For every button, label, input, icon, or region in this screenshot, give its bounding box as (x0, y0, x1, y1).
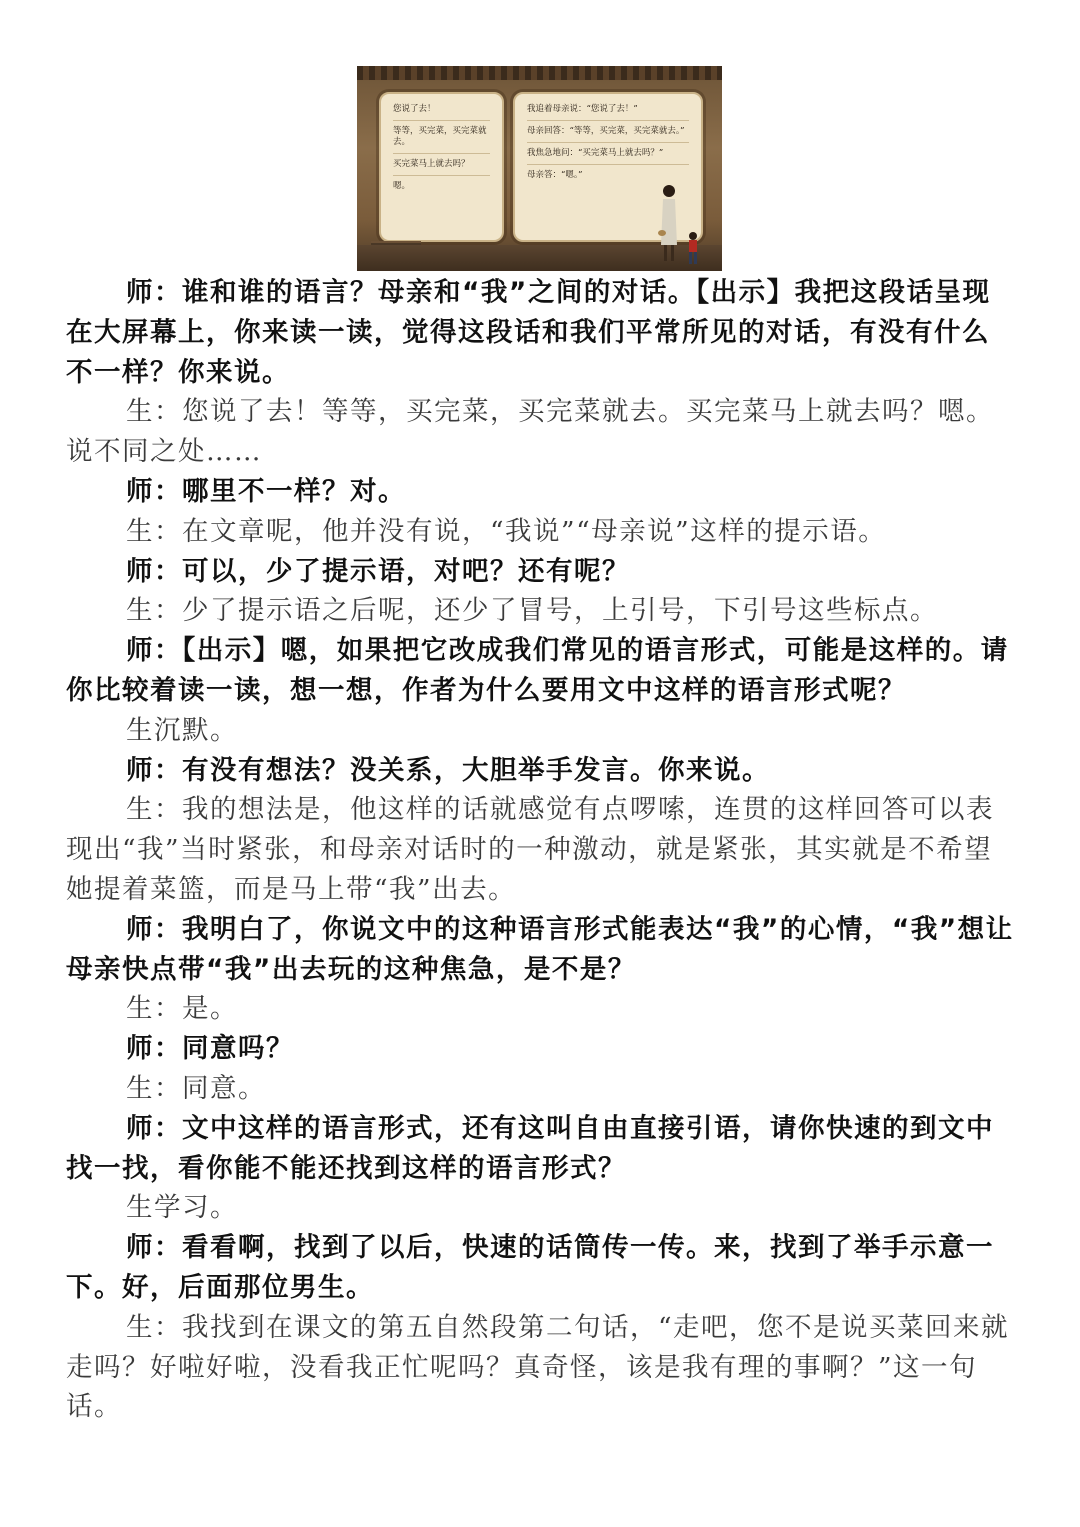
slide-left-line: 嗯。 (393, 181, 411, 192)
slide-roof-eaves (357, 66, 722, 80)
child-figure-illustration (686, 231, 700, 265)
student-line: 生：是。 (126, 993, 238, 1025)
teacher-line: 师：谁和谁的语言？母亲和“我”之间的对话。【出示】我把这段话呈现在大屏幕上，你来读一读，觉得这段话和我们平常所见的对话，有没有什么不一样？你来说。 (66, 277, 991, 388)
teacher-line: 师：我明白了，你说文中的这种语言形式能表达“我”的心情，“我”想让母亲快点带“我”出去玩的这种焦急，是不是？ (66, 913, 1014, 985)
student-line: 生：您说了去！等等，买完菜，买完菜就去。买完菜马上就去吗？嗯。说不同之处…… (66, 396, 994, 468)
slide-right-line: 母亲回答：“等等，买完菜，买完菜就去。” (527, 126, 689, 143)
student-line: 生：我的想法是，他这样的话就感觉有点啰嗦，连贯的这样回答可以表现出“我”当时紧张，和母亲对话时的一种激动，就是紧张，其实就是不希望她提着菜篮，而是马上带“我”出去。 (66, 794, 994, 905)
slide-right-line: 我焦急地问：“买完菜马上就去吗？” (527, 148, 689, 165)
teacher-line: 师：哪里不一样？对。 (126, 475, 406, 507)
teacher-line: 师：文中这样的语言形式，还有这叫自由直接引语，请你快速的到文中找一找，看你能不能还找到这样的语言形式？ (66, 1112, 994, 1184)
slide-left-line: 等等，买完菜，买完菜就去。 (393, 126, 490, 154)
student-line: 生学习。 (126, 1192, 238, 1224)
student-line: 生：我找到在课文的第五自然段第二句话，“走吧，您不是说买菜回来就走吗？好啦好啦，没看我正忙呢吗？真奇怪，该是我有理的事啊？”这一句话。 (66, 1311, 1010, 1423)
student-line: 生沉默。 (126, 714, 238, 746)
teacher-line: 师：有没有想法？没关系，大胆举手发言。你来说。 (126, 754, 770, 786)
slide-left-line: 您说了去！ (393, 104, 490, 121)
teacher-line: 师：同意吗？ (126, 1033, 294, 1065)
classroom-transcript (66, 273, 1016, 1427)
teacher-line: 师：可以，少了提示语，对吧？还有呢？ (126, 555, 630, 587)
student-line: 生：同意。 (126, 1072, 266, 1104)
student-line: 生：在文章呢，他并没有说，“我说”“母亲说”这样的提示语。 (126, 515, 887, 547)
slide-left-line: 买完菜马上就去吗？ (393, 159, 490, 176)
slide-right-line: 我追着母亲说：“您说了去！” (527, 104, 689, 121)
slide-right-line: 母亲答：“嗯。” (527, 170, 583, 181)
lesson-slide-image (357, 66, 722, 271)
teacher-line: 师：【出示】嗯，如果把它改成我们常见的语言形式，可能是这样的。请你比较着读一读，想一想，作者为什么要用文中这样的语言形式呢？ (66, 635, 1009, 706)
mother-figure-illustration (658, 183, 680, 263)
student-line: 生：少了提示语之后呢，还少了冒号，上引号，下引号这些标点。 (126, 595, 938, 627)
slide-card-original-dialogue (379, 92, 504, 242)
teacher-line: 师：看看啊，找到了以后，快速的话筒传一传。来，找到了举手示意一下。好，后面那位男生。 (66, 1232, 994, 1303)
